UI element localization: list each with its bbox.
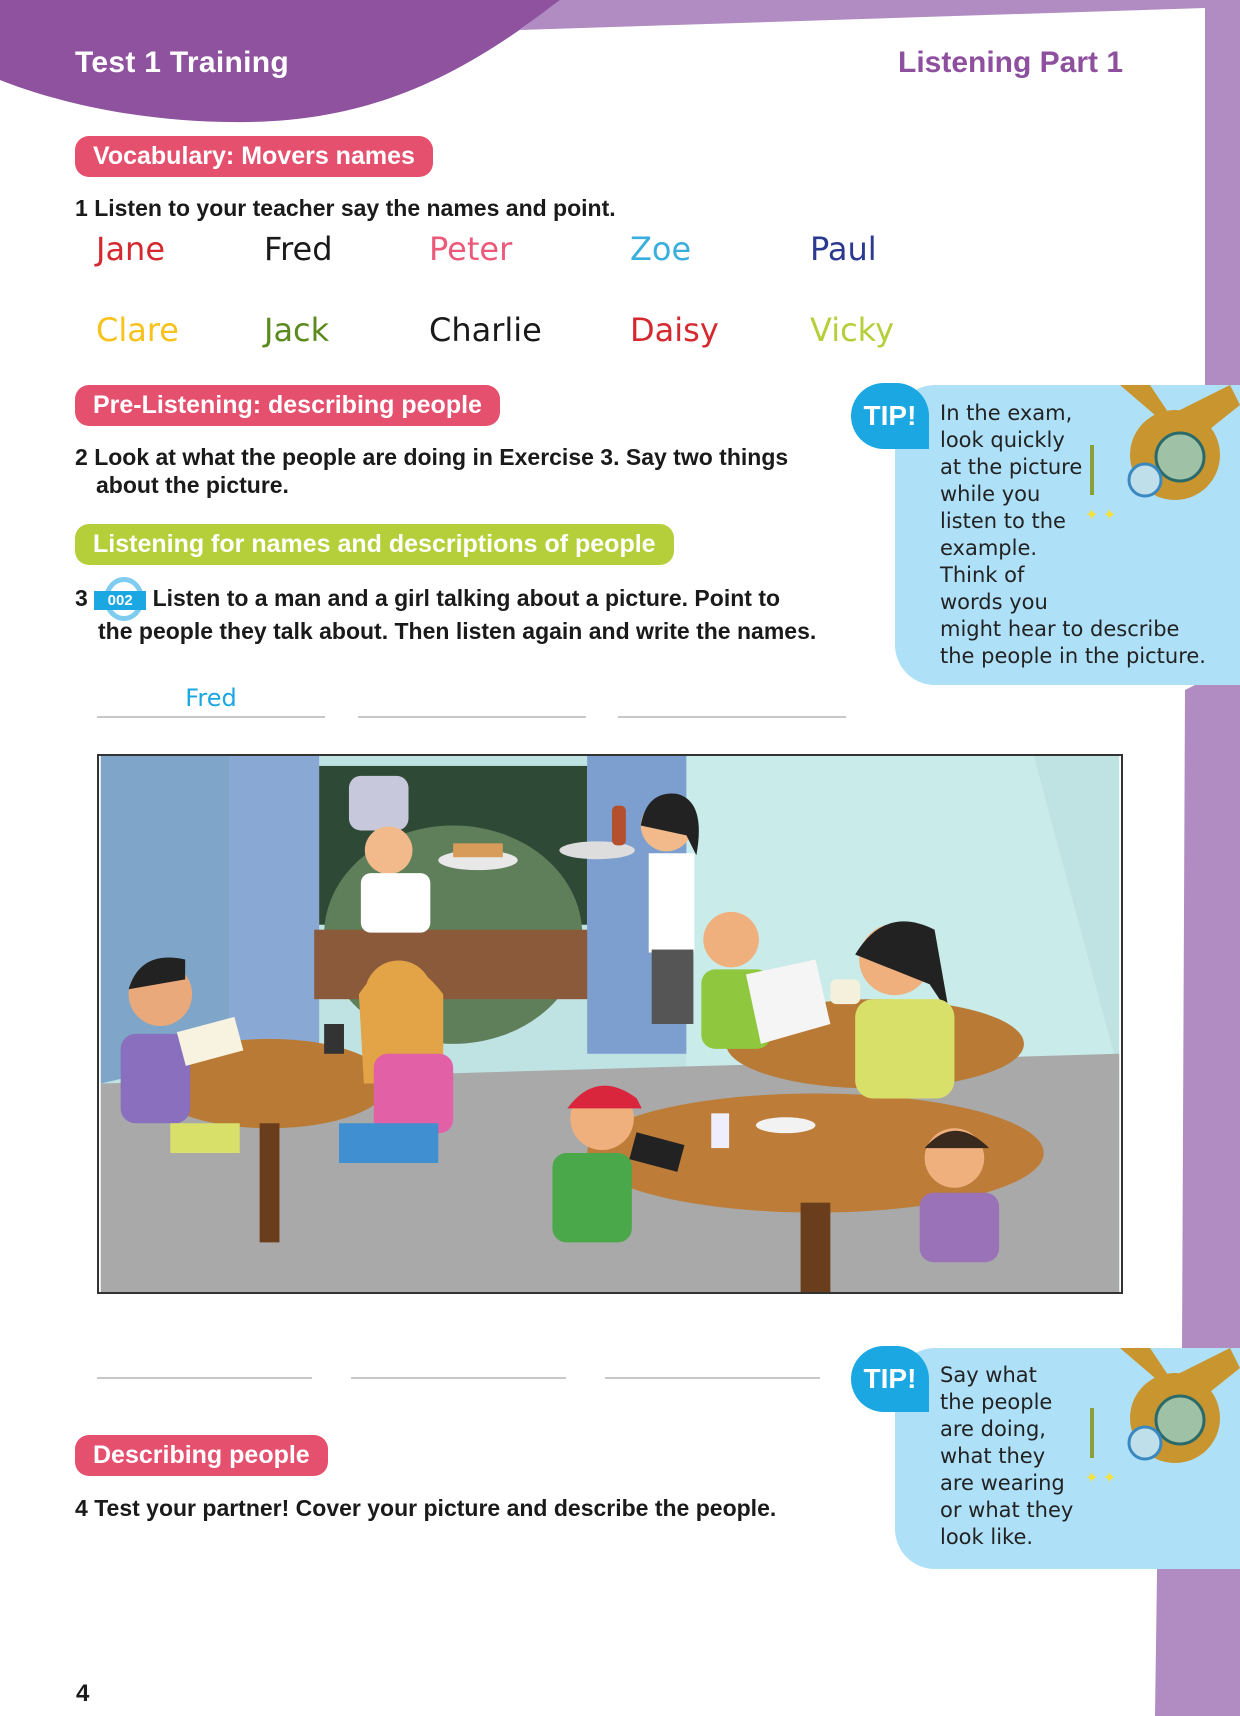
answer-line[interactable] xyxy=(358,716,586,718)
name-charlie: Charlie xyxy=(429,311,542,349)
exercise-number: 2 xyxy=(75,444,88,470)
answer-line[interactable] xyxy=(97,1377,312,1379)
name-jack: Jack xyxy=(264,311,330,349)
tip-badge: TIP! xyxy=(851,1346,929,1412)
tip-line: In the exam, xyxy=(940,401,1073,425)
cafe-picture xyxy=(97,754,1123,1294)
tip-line: the people in the picture. xyxy=(940,644,1206,668)
tip-line: or what they xyxy=(940,1498,1074,1522)
tip-line: example. xyxy=(940,536,1038,560)
counter xyxy=(314,930,592,999)
name-daisy: Daisy xyxy=(630,311,719,349)
svg-text:✦ ✦: ✦ ✦ xyxy=(1085,507,1117,524)
name-peter: Peter xyxy=(429,230,513,268)
name-jane: Jane xyxy=(96,230,166,268)
instruction-text: Look at what the people are doing in Exercise 3. Say two things xyxy=(94,444,789,470)
instruction-text: Test your partner! Cover your picture and describe the people. xyxy=(94,1495,777,1521)
exercise-1-instruction xyxy=(75,194,616,222)
tip-line: at the picture xyxy=(940,455,1083,479)
page-number: 4 xyxy=(76,1680,90,1707)
audio-track-icon[interactable]: 002 xyxy=(94,585,146,615)
name-paul: Paul xyxy=(810,230,877,268)
name-zoe: Zoe xyxy=(630,230,692,268)
section-title: Test 1 Training xyxy=(75,46,289,79)
vocabulary-heading: Vocabulary: Movers names xyxy=(75,136,433,177)
tip-line: look like. xyxy=(940,1525,1034,1549)
answer-text[interactable]: Fred xyxy=(185,684,237,712)
monkey-with-magnifier-icon xyxy=(1080,1348,1240,1518)
answer-line[interactable] xyxy=(618,716,846,718)
plate xyxy=(756,1117,816,1133)
tip-line: listen to the xyxy=(940,509,1066,533)
instruction-text: Listen to a man and a girl talking about a picture. Point to xyxy=(152,585,781,611)
instruction-text: Listen to your teacher say the names and point. xyxy=(94,195,616,221)
exercise-2-instruction xyxy=(75,443,788,499)
exercise-3-instruction xyxy=(75,582,816,647)
name-fred: Fred xyxy=(264,230,333,268)
tip-line: are doing, xyxy=(940,1417,1046,1441)
instruction-text: the people they talk about. Then listen again and write the names. xyxy=(98,617,817,644)
tip-line: words you xyxy=(940,590,1048,614)
listening-heading: Listening for names and descriptions of people xyxy=(75,524,674,565)
tip-line: look quickly xyxy=(940,428,1065,452)
answer-line[interactable] xyxy=(351,1377,566,1379)
tip-line: Think of xyxy=(940,563,1025,587)
name-vicky: Vicky xyxy=(810,311,894,349)
part-title: Listening Part 1 xyxy=(898,46,1124,79)
exercise-number: 3 xyxy=(75,585,88,611)
tip-line: Say what xyxy=(940,1363,1037,1387)
answer-line[interactable] xyxy=(97,716,325,718)
answer-line[interactable] xyxy=(605,1377,820,1379)
prelistening-heading: Pre-Listening: describing people xyxy=(75,385,500,426)
tip-text xyxy=(940,1362,1073,1551)
describing-heading: Describing people xyxy=(75,1435,328,1476)
exercise-4-instruction xyxy=(75,1494,776,1522)
tip-line: while you xyxy=(940,482,1041,506)
tip-line: are wearing xyxy=(940,1471,1065,1495)
instruction-text: about the picture. xyxy=(96,472,289,498)
glass xyxy=(711,1113,729,1148)
tip-line: what they xyxy=(940,1444,1046,1468)
tip-line: the people xyxy=(940,1390,1053,1414)
tip-line: might hear to describe xyxy=(940,617,1180,641)
exercise-number: 4 xyxy=(75,1495,88,1521)
monkey-with-magnifier-icon xyxy=(1080,385,1240,555)
name-clare: Clare xyxy=(96,311,179,349)
tip-badge: TIP! xyxy=(851,383,929,449)
exercise-number: 1 xyxy=(75,195,88,221)
svg-text:✦ ✦: ✦ ✦ xyxy=(1085,1470,1117,1487)
